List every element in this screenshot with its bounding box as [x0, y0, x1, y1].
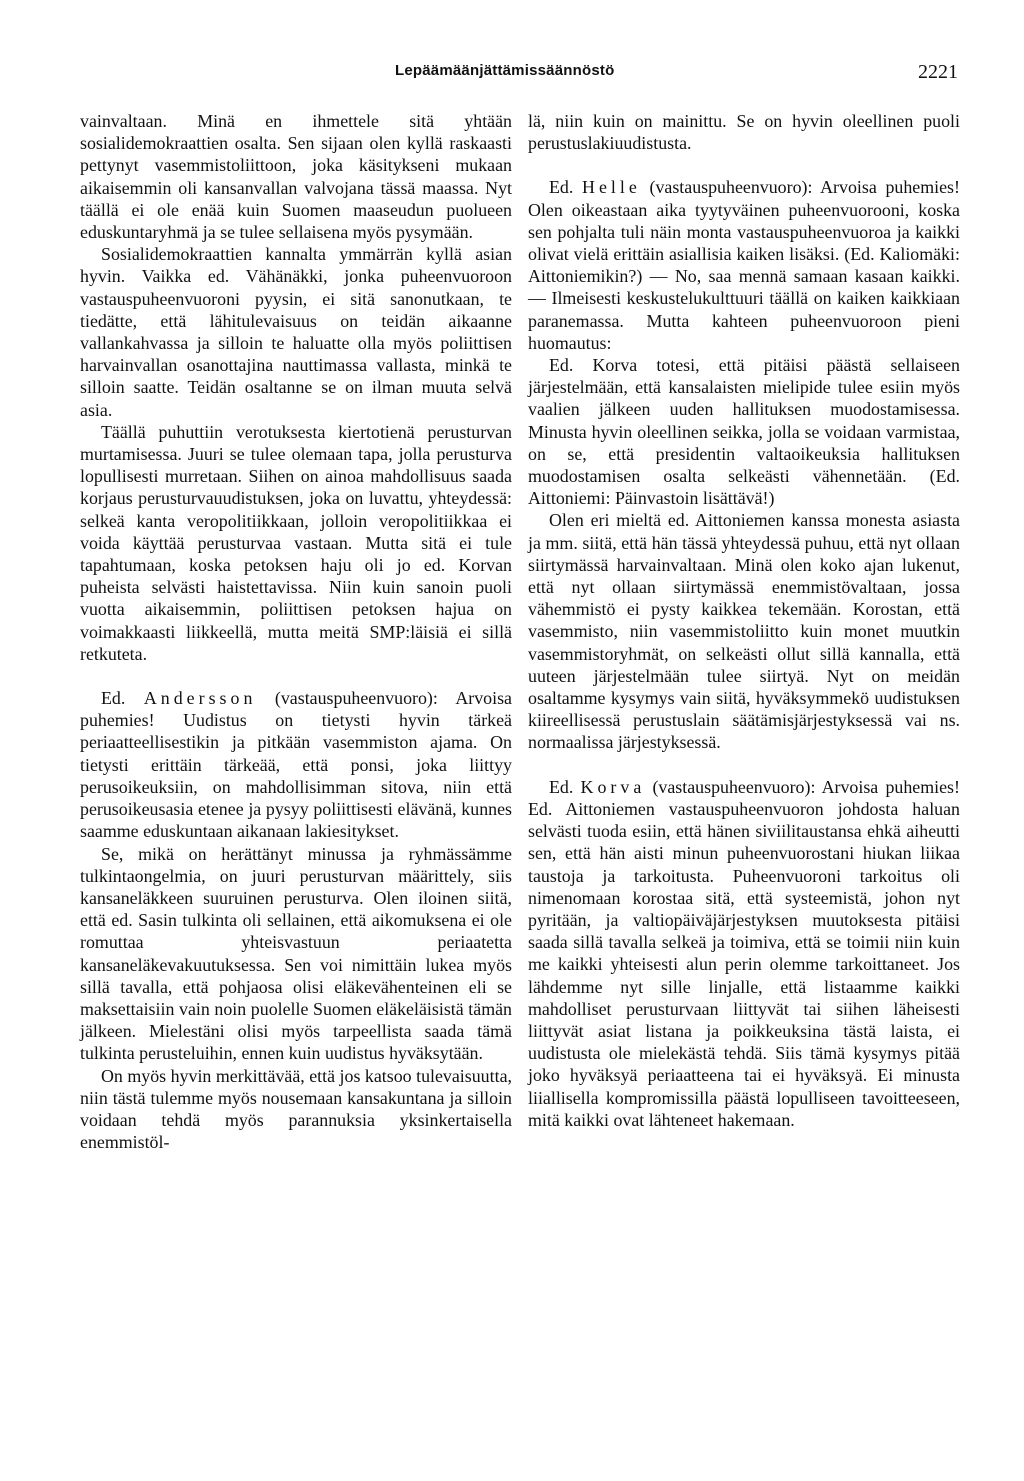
speaker-name: Korva: [580, 776, 646, 797]
speaker-prefix: Ed.: [549, 776, 574, 797]
paragraph-text: Olen eri mieltä ed. Aittoniemen kanssa monesta asiasta ja mm. siitä, että hän tässä yhteydessä puhuu, että nyt ollaan siirtymässä harvainvaltaan. Minä olen koko ajan lukenut, että nyt ollaan siirtymässä enemmistövaltaan, jossa vähemmistö ei pysty kaikkea tekemään. Korostan, että vasemmisto, niin vasemmistoliitto kuin monet muutkin vasemmistoryhmät, on selkeästi ollut sillä kannalla, että uuteen järjestelmään tulee siirtyä. Nyt on meidän osaltamme kysymys vain siitä, hyväksymmekö uudistuksen kiireellisessä perustuslain säätämisjärjestyksessä vai ns. normaalissa järjestyksessä.: [528, 510, 960, 753]
speaker-name: Andersson: [143, 688, 257, 709]
paragraph: [80, 1065, 512, 1154]
paragraph: [80, 243, 512, 421]
page-header: [0, 62, 1024, 92]
paragraph-text: Ed. Korva totesi, että pitäisi päästä sellaiseen järjestelmään, että kansalaisten mielipide tulee esiin myös vaalien jälkeen uuden hallituksen muodostamisessa. Minusta hyvin oleellinen seikka, jolla se voidaan varmistaa, on se, että presidentin valtaoikeuksia hallituksen muodostamisen osalta selkeästi vähennetään. (Ed. Aittoniemi: Päinvastoin lisättävä!): [528, 355, 960, 509]
paragraph: [528, 354, 960, 509]
speaker-name: Helle: [582, 177, 641, 198]
paragraph-text: Täällä puhuttiin verotuksesta kiertotienä perusturvan murtamisessa. Juuri se tulee olemaan tapa, jolla perusturva lopullisesti murretaan. Siihen on ainoa mahdollisuus saada korjaus perusturvauudistuksen, joka on luvattu, yhteydessä: selkeä kanta veropolitiikkaan, jolloin veropolitiikkaa ei voida käyttää perusturvaa vastaan. Mutta sitä ei tule tapahtumaan, koska petoksen haju oli jo ed. Korvan puheista selvästi haistettavissa. Niin kuin sanoin puoli vuotta aikaisemmin, poliittisen petoksen hajua on voimakkaasti liikkeellä, mutta meitä SMP:läisiä ei sillä retkuteta.: [80, 421, 512, 664]
paragraph: vainvaltaan. Minä en ihmettele sitä yhtään sosialidemokraattien osalta. Sen sijaan olen kyllä raskaasti pettynyt vasemmistoliittoon, joka käsitykseni mukaan aikaisemmin oli kansanvallan valvojana tässä maassa. Nyt täällä ei ole enää kuin Suomen maaseudun puolueen eduskuntaryhmä ja se tulee sellaisena myös pysymään.: [80, 111, 512, 243]
speech-andersson: [80, 687, 512, 842]
paragraph-text: (vastauspuheenvuoro): Arvoisa puhemies! Uudistus on tietysti hyvin tärkeä periaatteellisestikin ja pitkään vasemmiston ajama. On tietysti erittäin tärkeää, että ponsi, joka liittyy perusoikeuksiin, on mahdollisimman sitova, niin että perusoikeusasia etenee ja pysyy poliittisesti elävänä, kunnes saamme eduskuntaan aikanaan lakiesitykset.: [80, 688, 512, 842]
running-title: Lepäämäänjättämissäännöstö: [395, 62, 615, 79]
speech-helle: [528, 176, 960, 354]
paragraph-text: (vastauspuheenvuoro): Arvoisa puhemies! Olen oikeastaan aika tyytyväinen puheenvuorooni, koska sen pohjalta tuli näin monta vastauspuheenvuoroa ja kaikki olivat vielä erittäin asiallisia kaiken lisäksi. (Ed. Kaliomäki: Aittoniemikin?) — No, saa mennä samaan kasaan kaikki. — Ilmeisesti keskustelukulttuuri täällä on kaiken kaikkiaan paranemassa. Mutta kahteen puheenvuoroon pieni huomautus:: [528, 177, 960, 353]
paragraph: [80, 843, 512, 1065]
paragraph: [80, 421, 512, 665]
left-column: [80, 110, 512, 1153]
paragraph: lä, niin kuin on mainittu. Se on hyvin oleellinen puoli perustuslakiuudistusta.: [528, 111, 960, 154]
speaker-prefix: Ed.: [549, 177, 574, 198]
right-column: [528, 110, 960, 1131]
paragraph-text: Sosialidemokraattien kannalta ymmärrän kyllä asian hyvin. Vaikka ed. Vähänäkki, jonka puheenvuoroon vastauspuheenvuoroni pyysin, ei sitä sanonutkaan, te tiedätte, että lähitulevaisuus on teidän aikaanne vallankahvassa ja silloin te haluatte olla myös poliittisen harvainvallan osanottajina nauttimassa vallasta, minkä te silloin saatte. Teidän osaltanne se on ilman muuta selvä asia.: [80, 244, 512, 420]
speech-korva: [528, 776, 960, 1131]
speaker-prefix: Ed.: [101, 688, 126, 709]
paragraph-text: Se, mikä on herättänyt minussa ja ryhmässämme tulkintaongelmia, on juuri perusturvan määrittely, siis kansaneläkkeen suuruinen perusturva. Olen iloinen siitä, että ed. Sasin tulkinta oli sellainen, että aikomuksena ei ole romuttaa yhteisvastuun periaatetta kansaneläkevakuutuksessa. Sen voi nimittäin lukea myös sillä tavalla, että pohjaosa olisi eläkevähenteinen eli se maksettaisiin vain noin puolelle Suomen eläkeläisistä tämän jälkeen. Mielestäni olisi myös tarpeellista saada tämä tulkinta perusteluihin, ennen kuin uudistus hyväksytään.: [80, 843, 512, 1064]
paragraph: [528, 509, 960, 753]
paragraph-text: On myös hyvin merkittävää, että jos katsoo tulevaisuutta, niin tästä tulemme myös nousemaan kansakuntana ja silloin voidaan tehdä myös parannuksia yksinkertaisella enemmistöl-: [80, 1065, 512, 1153]
paragraph-text: (vastauspuheenvuoro): Arvoisa puhemies! Ed. Aittoniemen vastauspuheenvuoron johdosta haluan selvästi tuoda esiin, että hänen siviilitaustansa ehkä aiheutti sen, että hän aisti minun puheenvuorostani hiukan liikaa taustoja ja tarkoitusta. Puheenvuoroni tarkoitus oli nimenomaan korostaa sitä, että systeemistä, johon nyt pyritään, ja valtiopäiväjärjestyksen muutoksesta pitäisi saada sillä tavalla selkeä ja toimiva, että se toimii niin kuin me kaikki yhteisesti alun perin olemme tarkoittaneet. Jos lähdemme nyt sille linjalle, että listaamme kaikki mahdolliset perusturvaan liittyvät tai siihen läheisesti liittyvät asiat listana ja poikkeuksina tästä laista, ei uudistusta ole mielekästä tehdä. Siis tämä kysymys pitää joko hyväksyä periaatteena tai ei hyväksyä. Ei minusta liiallisella kompromissilla päästä lopulliseen tavoitteeseen, mitä kaikki ovat lähteneet hakemaan.: [528, 776, 960, 1130]
page-number: 2221: [918, 61, 958, 83]
